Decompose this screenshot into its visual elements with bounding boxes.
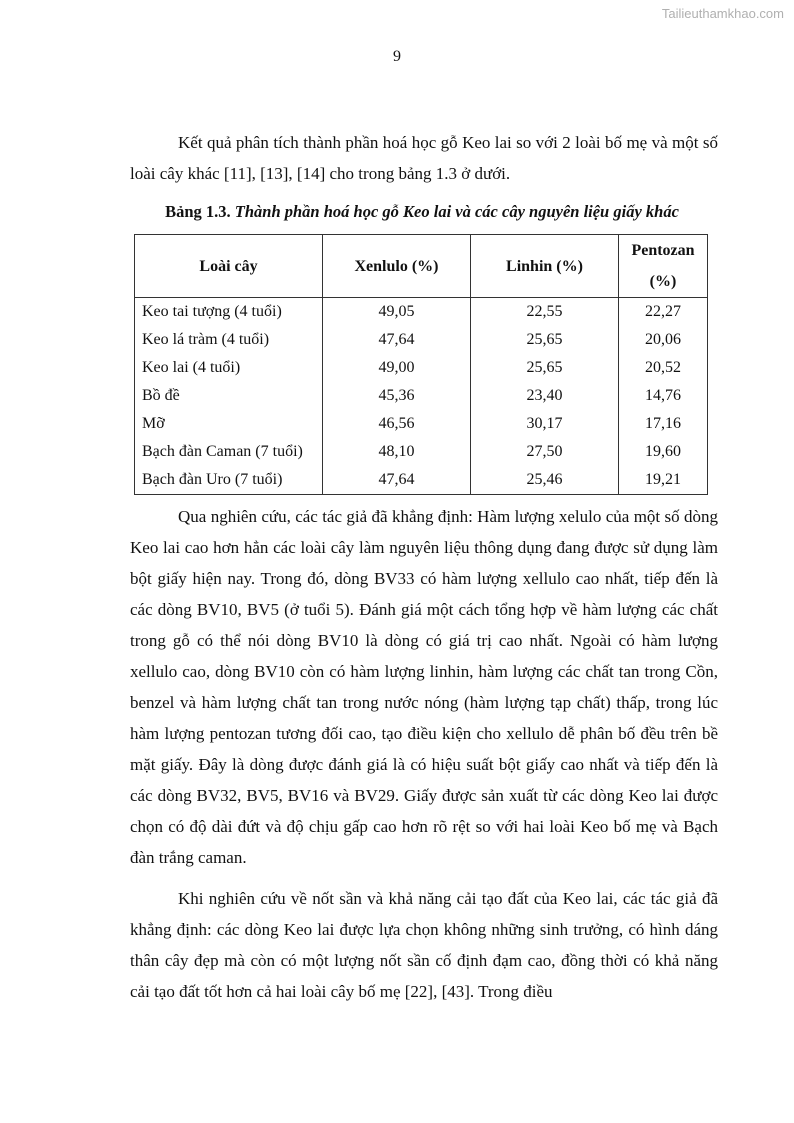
cell-cellulose: 45,36 xyxy=(323,382,471,410)
cell-species: Bạch đàn Caman (7 tuổi) xyxy=(135,438,323,466)
cell-species: Bạch đàn Uro (7 tuổi) xyxy=(135,466,323,495)
intro-paragraph: Kết quả phân tích thành phần hoá học gỗ Keo lai so với 2 loài bố mẹ và một số loài cây khác [11], [13], [14] cho trong bảng 1.3 ở dưới. xyxy=(130,133,718,183)
table-row xyxy=(135,354,708,382)
cell-pentosan: 14,76 xyxy=(619,382,708,410)
cell-pentosan: 19,60 xyxy=(619,438,708,466)
header-lignin: Linhin (%) xyxy=(471,235,619,298)
cell-species: Bồ đề xyxy=(135,382,323,410)
cell-lignin: 25,65 xyxy=(471,326,619,354)
cell-species: Keo lai (4 tuổi) xyxy=(135,354,323,382)
chemical-composition-table xyxy=(134,234,708,495)
table-header-row xyxy=(135,235,708,298)
cell-cellulose: 49,05 xyxy=(323,298,471,327)
table-row xyxy=(135,326,708,354)
cell-species: Keo tai tượng (4 tuổi) xyxy=(135,298,323,327)
cell-pentosan: 19,21 xyxy=(619,466,708,495)
cell-lignin: 22,55 xyxy=(471,298,619,327)
body-paragraph: Khi nghiên cứu về nốt sần và khả năng cải tạo đất của Keo lai, các tác giả đã khẳng định: các dòng Keo lai được lựa chọn không những sinh trưởng, có hình dáng thân cây đẹp mà còn có một lượng nốt sần cố định đạm cao, đồng thời có khả năng cải tạo đất tốt hơn cả hai loài cây bố mẹ [22], [43]. Trong điều xyxy=(130,889,718,1001)
header-pentosan: Pentozan (%) xyxy=(619,235,708,298)
table-caption-title: Thành phần hoá học gỗ Keo lai và các cây nguyên liệu giấy khác xyxy=(234,202,679,221)
cell-species: Mỡ xyxy=(135,410,323,438)
document-body xyxy=(130,127,718,1007)
table-row xyxy=(135,298,708,327)
cell-lignin: 27,50 xyxy=(471,438,619,466)
header-cellulose: Xenlulo (%) xyxy=(323,235,471,298)
table-row xyxy=(135,438,708,466)
table-caption-label: Bảng 1.3. xyxy=(165,202,231,221)
cell-cellulose: 48,10 xyxy=(323,438,471,466)
cell-lignin: 30,17 xyxy=(471,410,619,438)
cell-pentosan: 17,16 xyxy=(619,410,708,438)
cell-cellulose: 49,00 xyxy=(323,354,471,382)
body-paragraph: Qua nghiên cứu, các tác giả đã khẳng định: Hàm lượng xelulo của một số dòng Keo lai cao hơn hẳn các loài cây làm nguyên liệu thông dụng đang được sử dụng làm bột giấy hiện nay. Trong đó, dòng BV33 có hàm lượng xellulo cao nhất, tiếp đến là các dòng BV10, BV5 (ở tuổi 5). Đánh giá một cách tổng hợp về hàm lượng các chất trong gỗ có thể nói dòng BV10 là dòng có giá trị cao nhất. Ngoài có hàm lượng xellulo cao, dòng BV10 còn có hàm lượng linhin, hàm lượng các chất tan trong Cồn, benzel và hàm lượng chất tan trong nước nóng (hàm lượng tạp chất) thấp, trong lúc hàm lượng pentozan tương đối cao, tạo điều kiện cho xellulo dễ phân bố đều trên bề mặt giấy. Đây là dòng được đánh giá là có hiệu suất bột giấy cao nhất và tiếp đến là các dòng BV32, BV5, BV16 và BV29. Giấy được sản xuất từ các dòng Keo lai được chọn có độ dài đứt và độ chịu gấp cao hơn rõ rệt so với hai loài Keo bố mẹ và Bạch đàn trắng caman. xyxy=(130,507,718,867)
table-caption xyxy=(126,201,718,223)
page-number: 9 xyxy=(393,48,401,65)
cell-pentosan: 22,27 xyxy=(619,298,708,327)
table-row xyxy=(135,466,708,495)
header-species: Loài cây xyxy=(135,235,323,298)
cell-lignin: 23,40 xyxy=(471,382,619,410)
watermark: Tailieuthamkhao.com xyxy=(661,6,784,21)
cell-cellulose: 47,64 xyxy=(323,466,471,495)
cell-cellulose: 47,64 xyxy=(323,326,471,354)
cell-lignin: 25,65 xyxy=(471,354,619,382)
table-row xyxy=(135,410,708,438)
cell-species: Keo lá tràm (4 tuổi) xyxy=(135,326,323,354)
cell-pentosan: 20,52 xyxy=(619,354,708,382)
table-row xyxy=(135,382,708,410)
cell-cellulose: 46,56 xyxy=(323,410,471,438)
cell-lignin: 25,46 xyxy=(471,466,619,495)
cell-pentosan: 20,06 xyxy=(619,326,708,354)
